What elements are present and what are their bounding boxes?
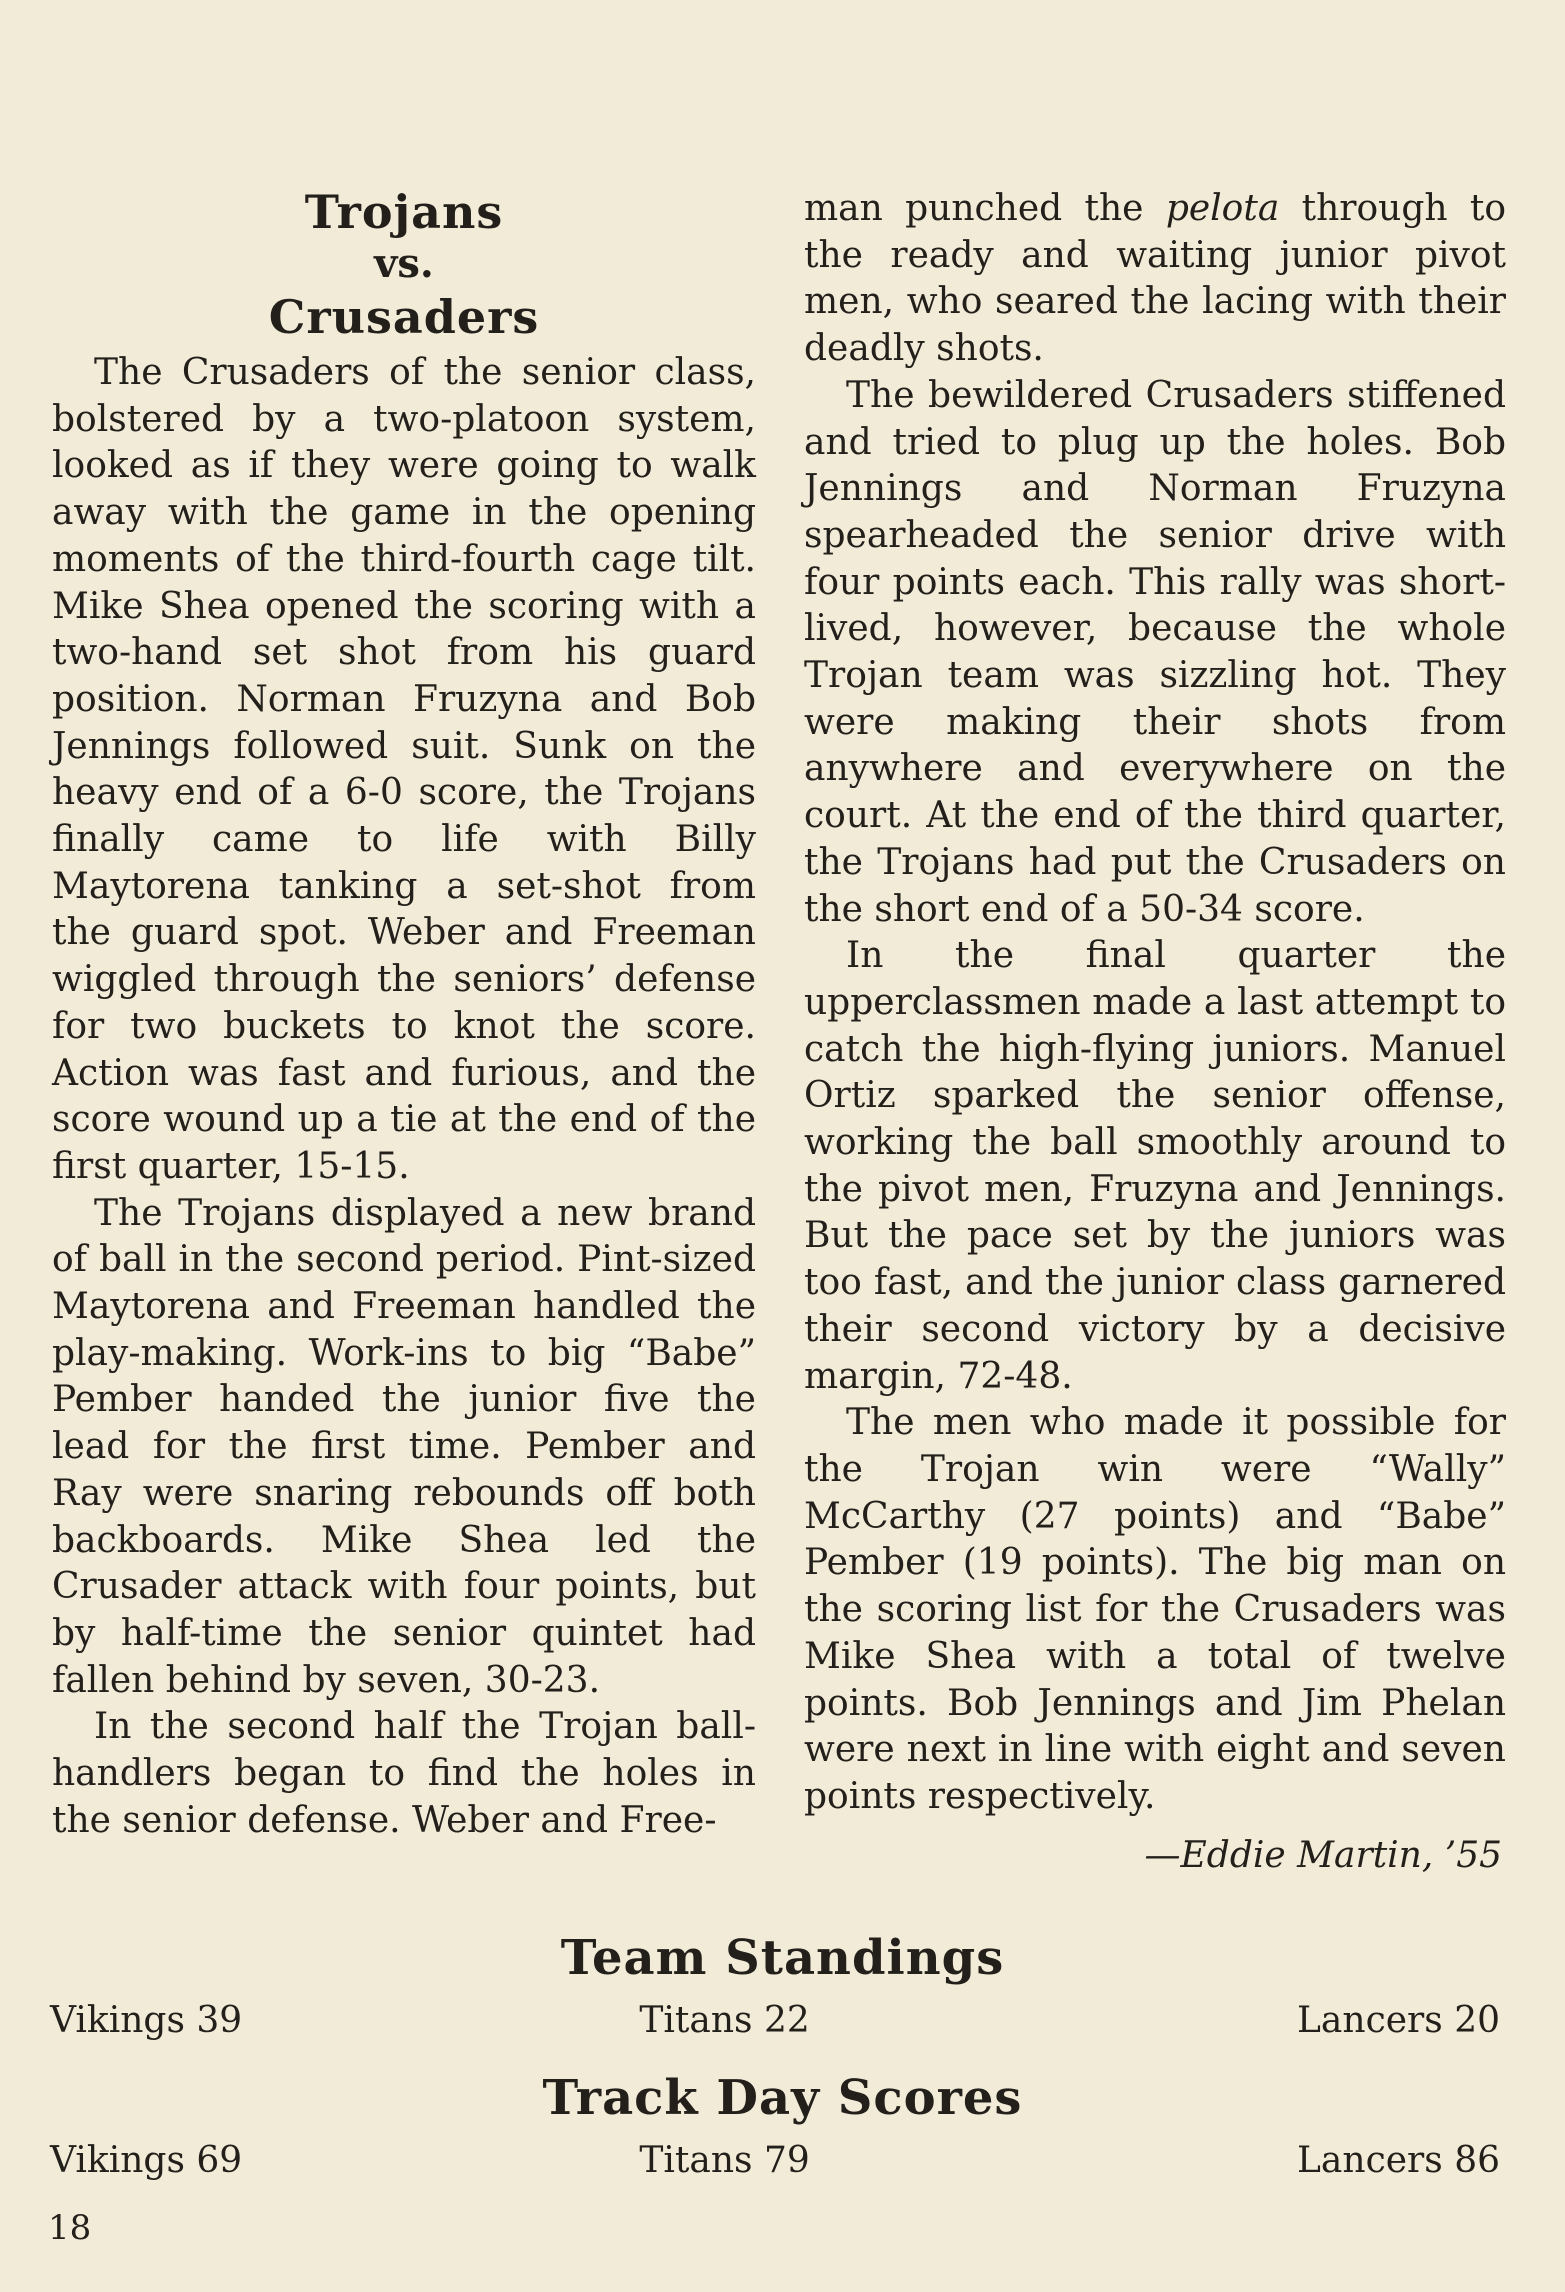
- article-paragraph: The Crusaders of the senior class, bolstered by a two-platoon system, looked as if they were going to walk away with the game in the opening moments of the third-fourth cage tilt. Mike Shea opened the scoring with a two-hand set shot from his guard position. Norman Fruzyna and Bob Jennings followed suit. Sunk on the heavy end of a 6-0 score, the Trojans finally came to life with Billy Maytorena tanking a set-shot from the guard spot. Weber and Freeman wiggled through the seniors’ defense for two buckets to knot the score. Action was fast and furious, and the score wound up a tie at the end of the first quarter, 15-15.: [52, 352, 756, 1187]
- article-paragraph: The bewildered Crusaders stiffened and tried to plug up the holes. Bob Jennings and Norman Fruzyna spearheaded the senior drive with four points each. This rally was short-lived, however, because the whole Trojan team was sizzling hot. They were making their shots from anywhere and everywhere on the court. At the end of the third quarter, the Trojans had put the Crusaders on the short end of a 50-34 score.: [804, 374, 1506, 930]
- standing-vikings: Vikings 39: [50, 2000, 243, 2041]
- article-title-crusaders: Crusaders: [268, 290, 540, 344]
- author-signature: —Eddie Martin, ’55: [1144, 1834, 1502, 1876]
- track-day-heading: Track Day Scores: [542, 2070, 1023, 2126]
- article-paragraph: The Trojans displayed a new brand of ball in the second period. Pint-sized Maytorena and Freeman handled the play-making. Work-ins to big “Babe” Pember handed the junior five the lead for the first time. Pember and Ray were snaring rebounds off both backboards. Mike Shea led the Crusader attack with four points, but by half-time the senior quintet had fallen behind by seven, 30-23.: [52, 1192, 756, 1701]
- continuation-text: through to the ready and waiting junior pivot men, who seared the lacing with their deadly shots.: [804, 188, 1507, 370]
- article-paragraph: In the second half the Trojan ball-handlers began to find the holes in the senior defense. Weber and Free-: [52, 1706, 756, 1841]
- standing-lancers: Lancers 20: [1297, 2000, 1500, 2041]
- track-vikings: Vikings 69: [50, 2140, 243, 2181]
- article-paragraph-continuation: [804, 186, 1506, 373]
- page-number: 18: [48, 2208, 92, 2248]
- article-title-vs: vs.: [374, 240, 434, 287]
- track-lancers: Lancers 86: [1297, 2140, 1500, 2181]
- article-paragraph: The men who made it possible for the Trojan win were “Wally” McCarthy (27 points) and “Babe” Pember (19 points). The big man on the scoring list for the Crusaders was Mike Shea with a total of twelve points. Bob Jennings and Jim Phelan were next in line with eight and seven points respectively.: [804, 1402, 1506, 1817]
- article-paragraph: In the final quarter the upperclassmen made a last attempt to catch the high-flying juniors. Manuel Ortiz sparked the senior offense, working the ball smoothly around to the pivot men, Fruzyna and Jennings. But the pace set by the juniors was too fast, and the junior class garnered their second victory by a decisive margin, 72-48.: [804, 935, 1506, 1397]
- article-right-column: [804, 186, 1506, 1879]
- continuation-text: man punched the: [804, 188, 1166, 229]
- standing-titans: Titans 22: [639, 2000, 810, 2041]
- team-standings-row: [50, 2000, 1500, 2041]
- italic-term: pelota: [1165, 188, 1280, 229]
- track-titans: Titans 79: [639, 2140, 810, 2181]
- team-standings-heading: Team Standings: [560, 1930, 1005, 1986]
- article-left-column: [52, 186, 756, 1845]
- track-day-row: [50, 2140, 1500, 2181]
- article-title-trojans: Trojans: [304, 185, 504, 239]
